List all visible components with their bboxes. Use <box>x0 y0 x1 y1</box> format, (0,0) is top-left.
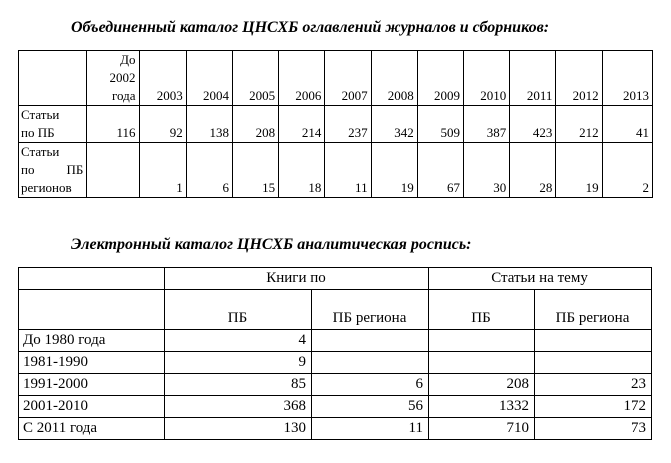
year-header: 2012 <box>556 51 602 106</box>
table-row <box>19 396 652 418</box>
row-label-line: по ПБ <box>21 162 84 177</box>
year-header-line: 2002 <box>109 70 136 85</box>
row-label-line: регионов <box>21 180 72 195</box>
table-cell: 11 <box>312 418 429 440</box>
table-cell: 208 <box>429 374 535 396</box>
year-header-line: До <box>120 52 136 67</box>
row-label: 1991-2000 <box>19 374 165 396</box>
journals-catalog-table <box>18 50 653 198</box>
table-cell: 710 <box>429 418 535 440</box>
table-cell: 67 <box>417 143 463 198</box>
sub-header-row <box>19 290 652 330</box>
table-cell: 212 <box>556 106 602 143</box>
table-row <box>19 143 653 198</box>
year-header: 2007 <box>325 51 371 106</box>
table-cell: 28 <box>510 143 556 198</box>
table-row <box>19 374 652 396</box>
group-header-articles: Статьи на тему <box>429 268 652 290</box>
table-cell: 423 <box>510 106 556 143</box>
table-cell: 19 <box>371 143 417 198</box>
sub-header: ПБ региона <box>535 290 652 330</box>
row-label <box>19 106 87 143</box>
row-label-line: Статьи <box>21 144 60 159</box>
header-row <box>19 51 653 106</box>
table-cell: 130 <box>165 418 312 440</box>
table-cell: 41 <box>602 106 652 143</box>
table-cell <box>87 143 139 198</box>
row-label: 2001-2010 <box>19 396 165 418</box>
table-cell: 2 <box>602 143 652 198</box>
table-cell: 387 <box>463 106 509 143</box>
year-header: 2006 <box>279 51 325 106</box>
table-cell: 73 <box>535 418 652 440</box>
table-cell: 214 <box>279 106 325 143</box>
year-header: 2010 <box>463 51 509 106</box>
table-cell: 509 <box>417 106 463 143</box>
year-header-line: года <box>112 88 136 103</box>
row-label: До 1980 года <box>19 330 165 352</box>
sub-header: ПБ <box>165 290 312 330</box>
table-cell: 18 <box>279 143 325 198</box>
catalog-title-1: Объединенный каталог ЦНСХБ оглавлений журналов и сборников: <box>71 19 550 36</box>
corner-cell <box>19 51 87 106</box>
table-cell <box>312 330 429 352</box>
table-cell: 6 <box>312 374 429 396</box>
row-label: С 2011 года <box>19 418 165 440</box>
table-cell: 138 <box>186 106 232 143</box>
year-header: 2009 <box>417 51 463 106</box>
row-label-line: Статьи <box>21 107 60 122</box>
year-header: 2013 <box>602 51 652 106</box>
table-cell: 1 <box>139 143 186 198</box>
table-cell <box>429 352 535 374</box>
table-cell: 30 <box>463 143 509 198</box>
year-header: 2003 <box>139 51 186 106</box>
table-cell: 172 <box>535 396 652 418</box>
table-row <box>19 352 652 374</box>
table-cell: 92 <box>139 106 186 143</box>
table-cell: 56 <box>312 396 429 418</box>
table-cell: 6 <box>186 143 232 198</box>
table-cell: 116 <box>87 106 139 143</box>
table-cell: 4 <box>165 330 312 352</box>
table-cell: 237 <box>325 106 371 143</box>
corner-cell <box>19 268 165 290</box>
table-cell <box>535 330 652 352</box>
table-cell: 1332 <box>429 396 535 418</box>
table-cell: 208 <box>232 106 278 143</box>
table-cell <box>535 352 652 374</box>
row-label <box>19 143 87 198</box>
table-row <box>19 330 652 352</box>
table-cell: 9 <box>165 352 312 374</box>
table-row <box>19 418 652 440</box>
group-header-books: Книги по <box>165 268 429 290</box>
row-label: 1981-1990 <box>19 352 165 374</box>
table-cell: 85 <box>165 374 312 396</box>
table-cell: 15 <box>232 143 278 198</box>
catalog-title-2: Электронный каталог ЦНСХБ аналитическая роспись: <box>71 236 472 253</box>
sub-header: ПБ региона <box>312 290 429 330</box>
table-cell: 23 <box>535 374 652 396</box>
table-cell: 342 <box>371 106 417 143</box>
sub-header: ПБ <box>429 290 535 330</box>
table-cell: 368 <box>165 396 312 418</box>
table-cell: 19 <box>556 143 602 198</box>
table-cell <box>312 352 429 374</box>
year-header: 2004 <box>186 51 232 106</box>
row-label-line: по ПБ <box>21 125 55 140</box>
table-cell <box>429 330 535 352</box>
corner-cell <box>19 290 165 330</box>
group-header-row <box>19 268 652 290</box>
year-header: 2008 <box>371 51 417 106</box>
year-header <box>87 51 139 106</box>
year-header: 2011 <box>510 51 556 106</box>
analytical-catalog-table <box>18 267 652 440</box>
table-cell: 11 <box>325 143 371 198</box>
table-row <box>19 106 653 143</box>
year-header: 2005 <box>232 51 278 106</box>
